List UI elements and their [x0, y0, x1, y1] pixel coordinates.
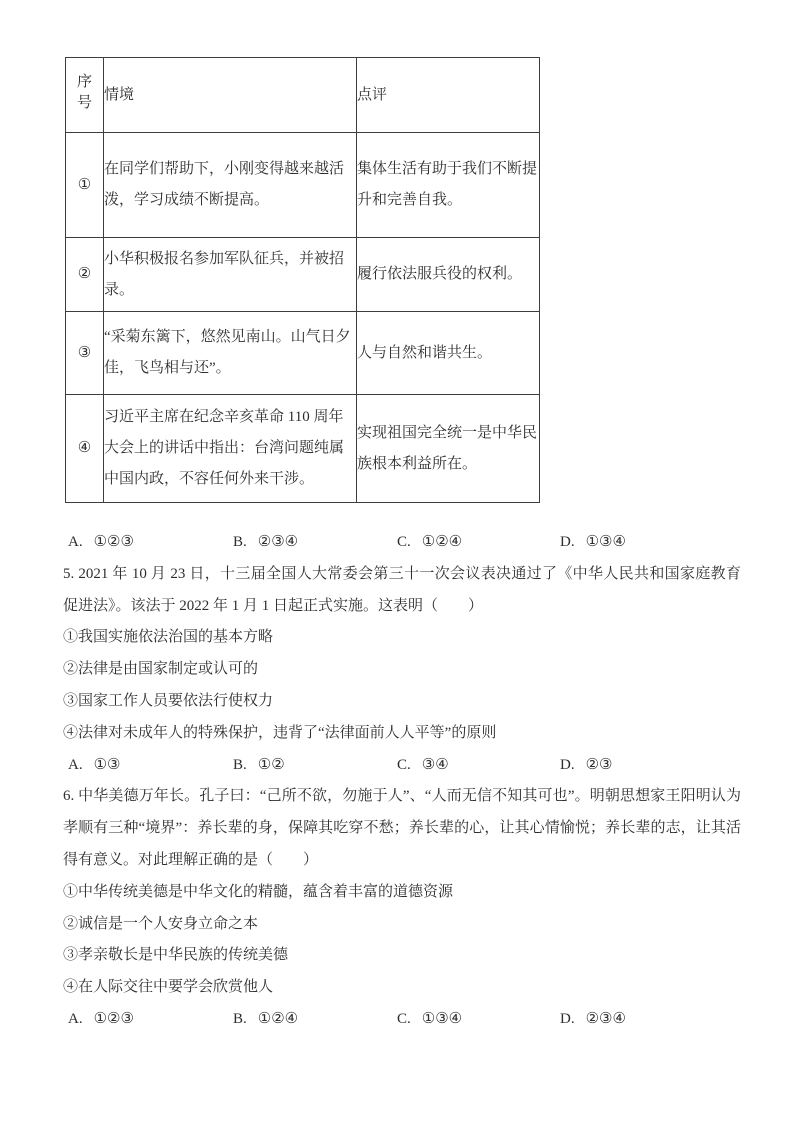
question5-item-4: ④法律对未成年人的特殊保护，违背了“法律面前人人平等”的原则	[63, 724, 497, 741]
question5-options	[63, 750, 741, 782]
option-b: B. ①②④	[233, 1010, 299, 1027]
table-row	[66, 312, 540, 395]
question4-table	[65, 57, 540, 503]
question6-item-1: ①中华传统美德是中华文化的精髓，蕴含着丰富的道德资源	[63, 883, 454, 900]
question6-options	[63, 1004, 741, 1036]
header-number: 序号	[66, 58, 104, 133]
situation-cell: 小华积极报名参加军队征兵，并被招录。	[104, 238, 357, 312]
option-d: D. ②③④	[560, 1010, 626, 1027]
question6-item-4: ④在人际交往中要学会欣赏他人	[63, 979, 274, 996]
question5-item-3: ③国家工作人员要依法行使权力	[63, 692, 274, 709]
comment-cell: 集体生活有助于我们不断提升和完善自我。	[357, 133, 540, 238]
option-c: C. ①③④	[397, 1010, 463, 1027]
comment-cell: 人与自然和谐共生。	[357, 312, 540, 395]
situation-cell: 习近平主席在纪念辛亥革命 110 周年大会上的讲话中指出：台湾问题纯属中国内政，不容任何外来干涉。	[104, 395, 357, 503]
row-number-cell: ②	[66, 238, 104, 312]
comment-cell: 履行依法服兵役的权利。	[357, 238, 540, 312]
question4-options	[63, 527, 741, 559]
option-b: B. ①②	[233, 756, 285, 773]
question5-item-1: ①我国实施依法治国的基本方略	[63, 629, 274, 646]
question5-stem: 5. 2021 年 10 月 23 日，十三届全国人大常委会第三十一次会议表决通过了《中华人民共和国家庭教育促进法》。该法于 2022 年 1 月 1 日起正式实施。这表明（ ）	[63, 565, 741, 614]
table-row	[66, 133, 540, 238]
header-comment: 点评	[357, 58, 540, 133]
question6-stem: 6. 中华美德万年长。孔子曰：“己所不欲，勿施于人”、“人而无信不知其可也”。明朝思想家王阳明认为孝顺有三种“境界”：养长辈的身，保障其吃穿不愁；养长辈的心，让其心情愉悦；养长辈的志，让其活得有意义。对此理解正确的是（ ）	[63, 788, 741, 868]
option-d: D. ①③④	[560, 534, 626, 550]
option-d: D. ②③	[560, 756, 613, 773]
table-header-row	[66, 58, 540, 133]
option-a: A. ①②③	[68, 1010, 134, 1027]
situation-cell: 在同学们帮助下，小刚变得越来越活泼，学习成绩不断提高。	[104, 133, 357, 238]
option-a: A. ①②③	[68, 534, 134, 550]
option-c: C. ③④	[397, 756, 449, 773]
comment-cell: 实现祖国完全统一是中华民族根本利益所在。	[357, 395, 540, 503]
row-number-cell: ④	[66, 395, 104, 503]
option-a: A. ①③	[68, 756, 121, 773]
situation-cell: “采菊东篱下，悠然见南山。山气日夕佳，飞鸟相与还”。	[104, 312, 357, 395]
questions-text-block	[63, 527, 741, 1036]
question6-item-3: ③孝亲敬长是中华民族的传统美德	[63, 947, 289, 964]
row-number-cell: ①	[66, 133, 104, 238]
row-number-cell: ③	[66, 312, 104, 395]
question6-item-2: ②诚信是一个人安身立命之本	[63, 915, 259, 932]
option-c: C. ①②④	[397, 534, 463, 550]
option-b: B. ②③④	[233, 534, 299, 550]
table-row	[66, 395, 540, 503]
question5-item-2: ②法律是由国家制定或认可的	[63, 661, 259, 678]
table-row	[66, 238, 540, 312]
header-situation: 情境	[104, 58, 357, 133]
